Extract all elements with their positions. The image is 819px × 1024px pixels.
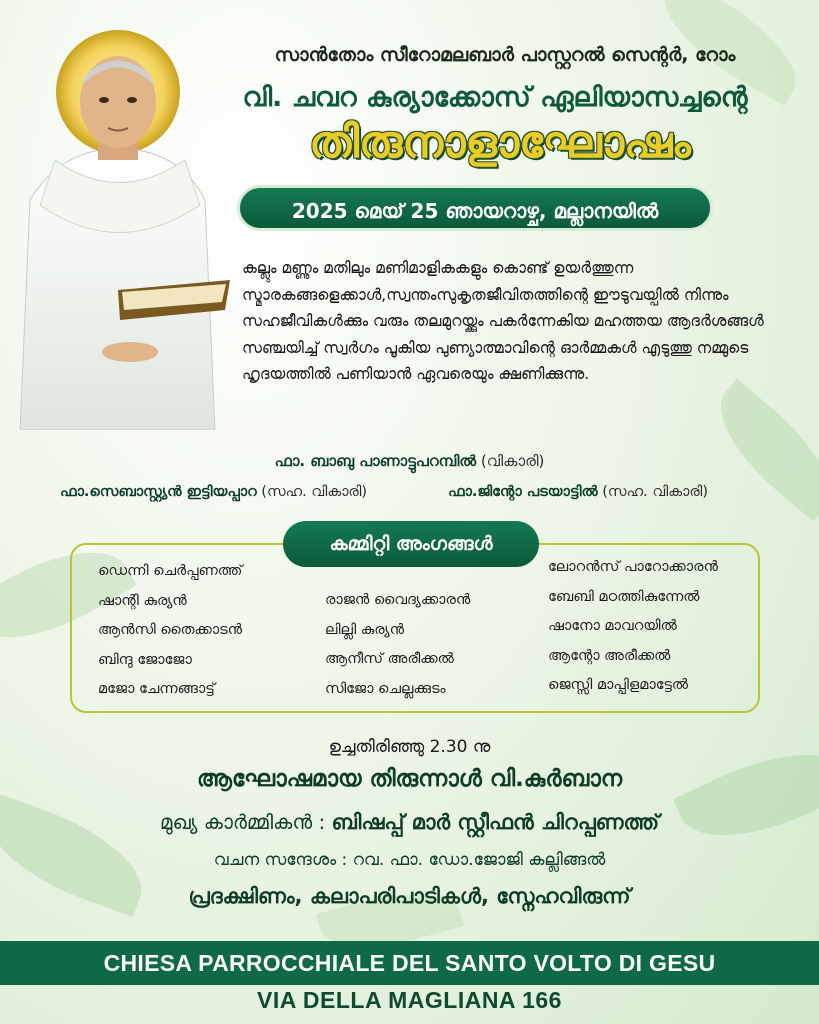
committee-member: ആനീസ് അരീക്കൽ <box>325 651 454 667</box>
vicar-name: ഫാ. ബാബു പാണാട്ടുപറമ്പിൽ <box>274 452 477 470</box>
committee-member: രാജൻ വൈദ്യക്കാരൻ <box>325 592 471 608</box>
mass-title: ആഘോഷമായ തിരുന്നാൾ വി.കുർബാന <box>196 766 623 792</box>
committee-member: ജെസ്സി മാപ്പിളമാട്ടേൽ <box>548 677 689 693</box>
events-line: പ്രദക്ഷിണം, കലാപരിപാടികൾ, സ്നേഹവിരുന്ന് <box>188 884 631 908</box>
assistant-vicar-2 <box>448 484 708 500</box>
committee-member: ഡെന്നി ചെർപ്പണത്ത് <box>98 563 243 579</box>
committee-member: ബേബി മഠത്തികുന്നേൽ <box>548 588 700 605</box>
assistant1-name: ഫാ.സെബാസ്റ്റ്യൻ ഇട്ടിയപ്പാറ <box>60 484 257 500</box>
sermon-line: വചന സന്ദേശം : റവ. ഫാ. ഡോ.ജോജി കല്ലിങ്ങൽ <box>213 850 606 870</box>
feast-title: തിരുനാളാഘോഷം <box>309 117 691 168</box>
committee-member: ലില്ലി കുര്യൻ <box>325 621 404 638</box>
committee-member: മജോ ചേന്നങ്ങാട്ട് <box>98 681 215 697</box>
vicar-line <box>0 452 819 470</box>
committee-member: ആൻസി തൈക്കാടൻ <box>98 622 243 638</box>
intro-paragraph: കല്ലും മണ്ണും മതിലും മണിമാളികകളും കൊണ്ട് ഉയർത്തുന്ന സ്മാരകങ്ങളെക്കാൾ,സ്വന്തംസുകൃതജീവിതത്തിന്റെ ഈടുവയ്പിൽ നിന്നും സഹജീവികൾക്കും വരും തലമുറയ്ക്കും പകർന്നേകിയ മഹത്തയ ആദർശങ്ങൾ സഞ്ചയിച്ച് സ്വർഗം പൂകിയ പുണ്യാത്മാവിന്റെ ഓർമ്മകൾ എടുത്തു നമ്മുടെ ഹൃദയത്തിൽ പണിയാൻ ഏവരെയും ക്ഷണിക്കുന്നു. <box>242 259 764 383</box>
committee-member: ആന്റോ അരീക്കൽ <box>548 647 671 664</box>
committee-member: ലോറൻസ് പാറോക്കാരൻ <box>548 559 718 575</box>
assistant2-role: (സഹ. വികാരി) <box>602 484 708 500</box>
assistant2-name: ഫാ.ജിന്റോ പടയാട്ടിൽ <box>448 484 598 500</box>
event-time: ഉച്ചതിരിഞ്ഞു 2.30 നു <box>328 737 491 757</box>
church-banner: CHIESA PARROCCHIALE DEL SANTO VOLTO DI GESU <box>0 941 819 985</box>
vicar-role: (വികാരി) <box>480 452 545 470</box>
committee-column-3 <box>548 553 718 701</box>
committee-member: ഷാന്റി കുര്യൻ <box>98 592 187 609</box>
celebrant-label: മുഖ്യ കാർമ്മികൻ : <box>159 810 326 834</box>
organization-title: സാൻതോം സീറോമലബാർ പാസ്റ്ററൽ സെന്റർ, റോം <box>274 44 736 66</box>
committee-column-2 <box>325 586 470 704</box>
committee-title: കമ്മിറ്റി അംഗങ്ങൾ <box>283 521 539 567</box>
date-banner: 2025 മെയ് 25 ഞായറാഴ്ച, മല്ലാനയിൽ <box>237 185 713 231</box>
celebrant-name: ബിഷപ്പ് മാർ സ്റ്റീഫൻ ചിറപ്പണത്ത് <box>331 810 660 834</box>
saint-name: വി. ചവറ കുര്യാക്കോസ് ഏലിയാസച്ചന്റെ <box>242 82 748 113</box>
leaf-decoration <box>698 379 819 521</box>
committee-member: ബിന്ദു ജോജോ <box>98 651 192 668</box>
church-address: VIA DELLA MAGLIANA 166 <box>257 987 562 1013</box>
committee-column-1 <box>98 557 242 705</box>
assistant1-role: (സഹ. വികാരി) <box>261 484 368 500</box>
celebrant-line <box>0 810 819 835</box>
assistant-vicar-1 <box>60 484 367 500</box>
committee-member: സിജോ ചെല്ലക്കുടം <box>325 680 446 697</box>
committee-member: ഷാനോ മാവറയിൽ <box>548 618 677 634</box>
